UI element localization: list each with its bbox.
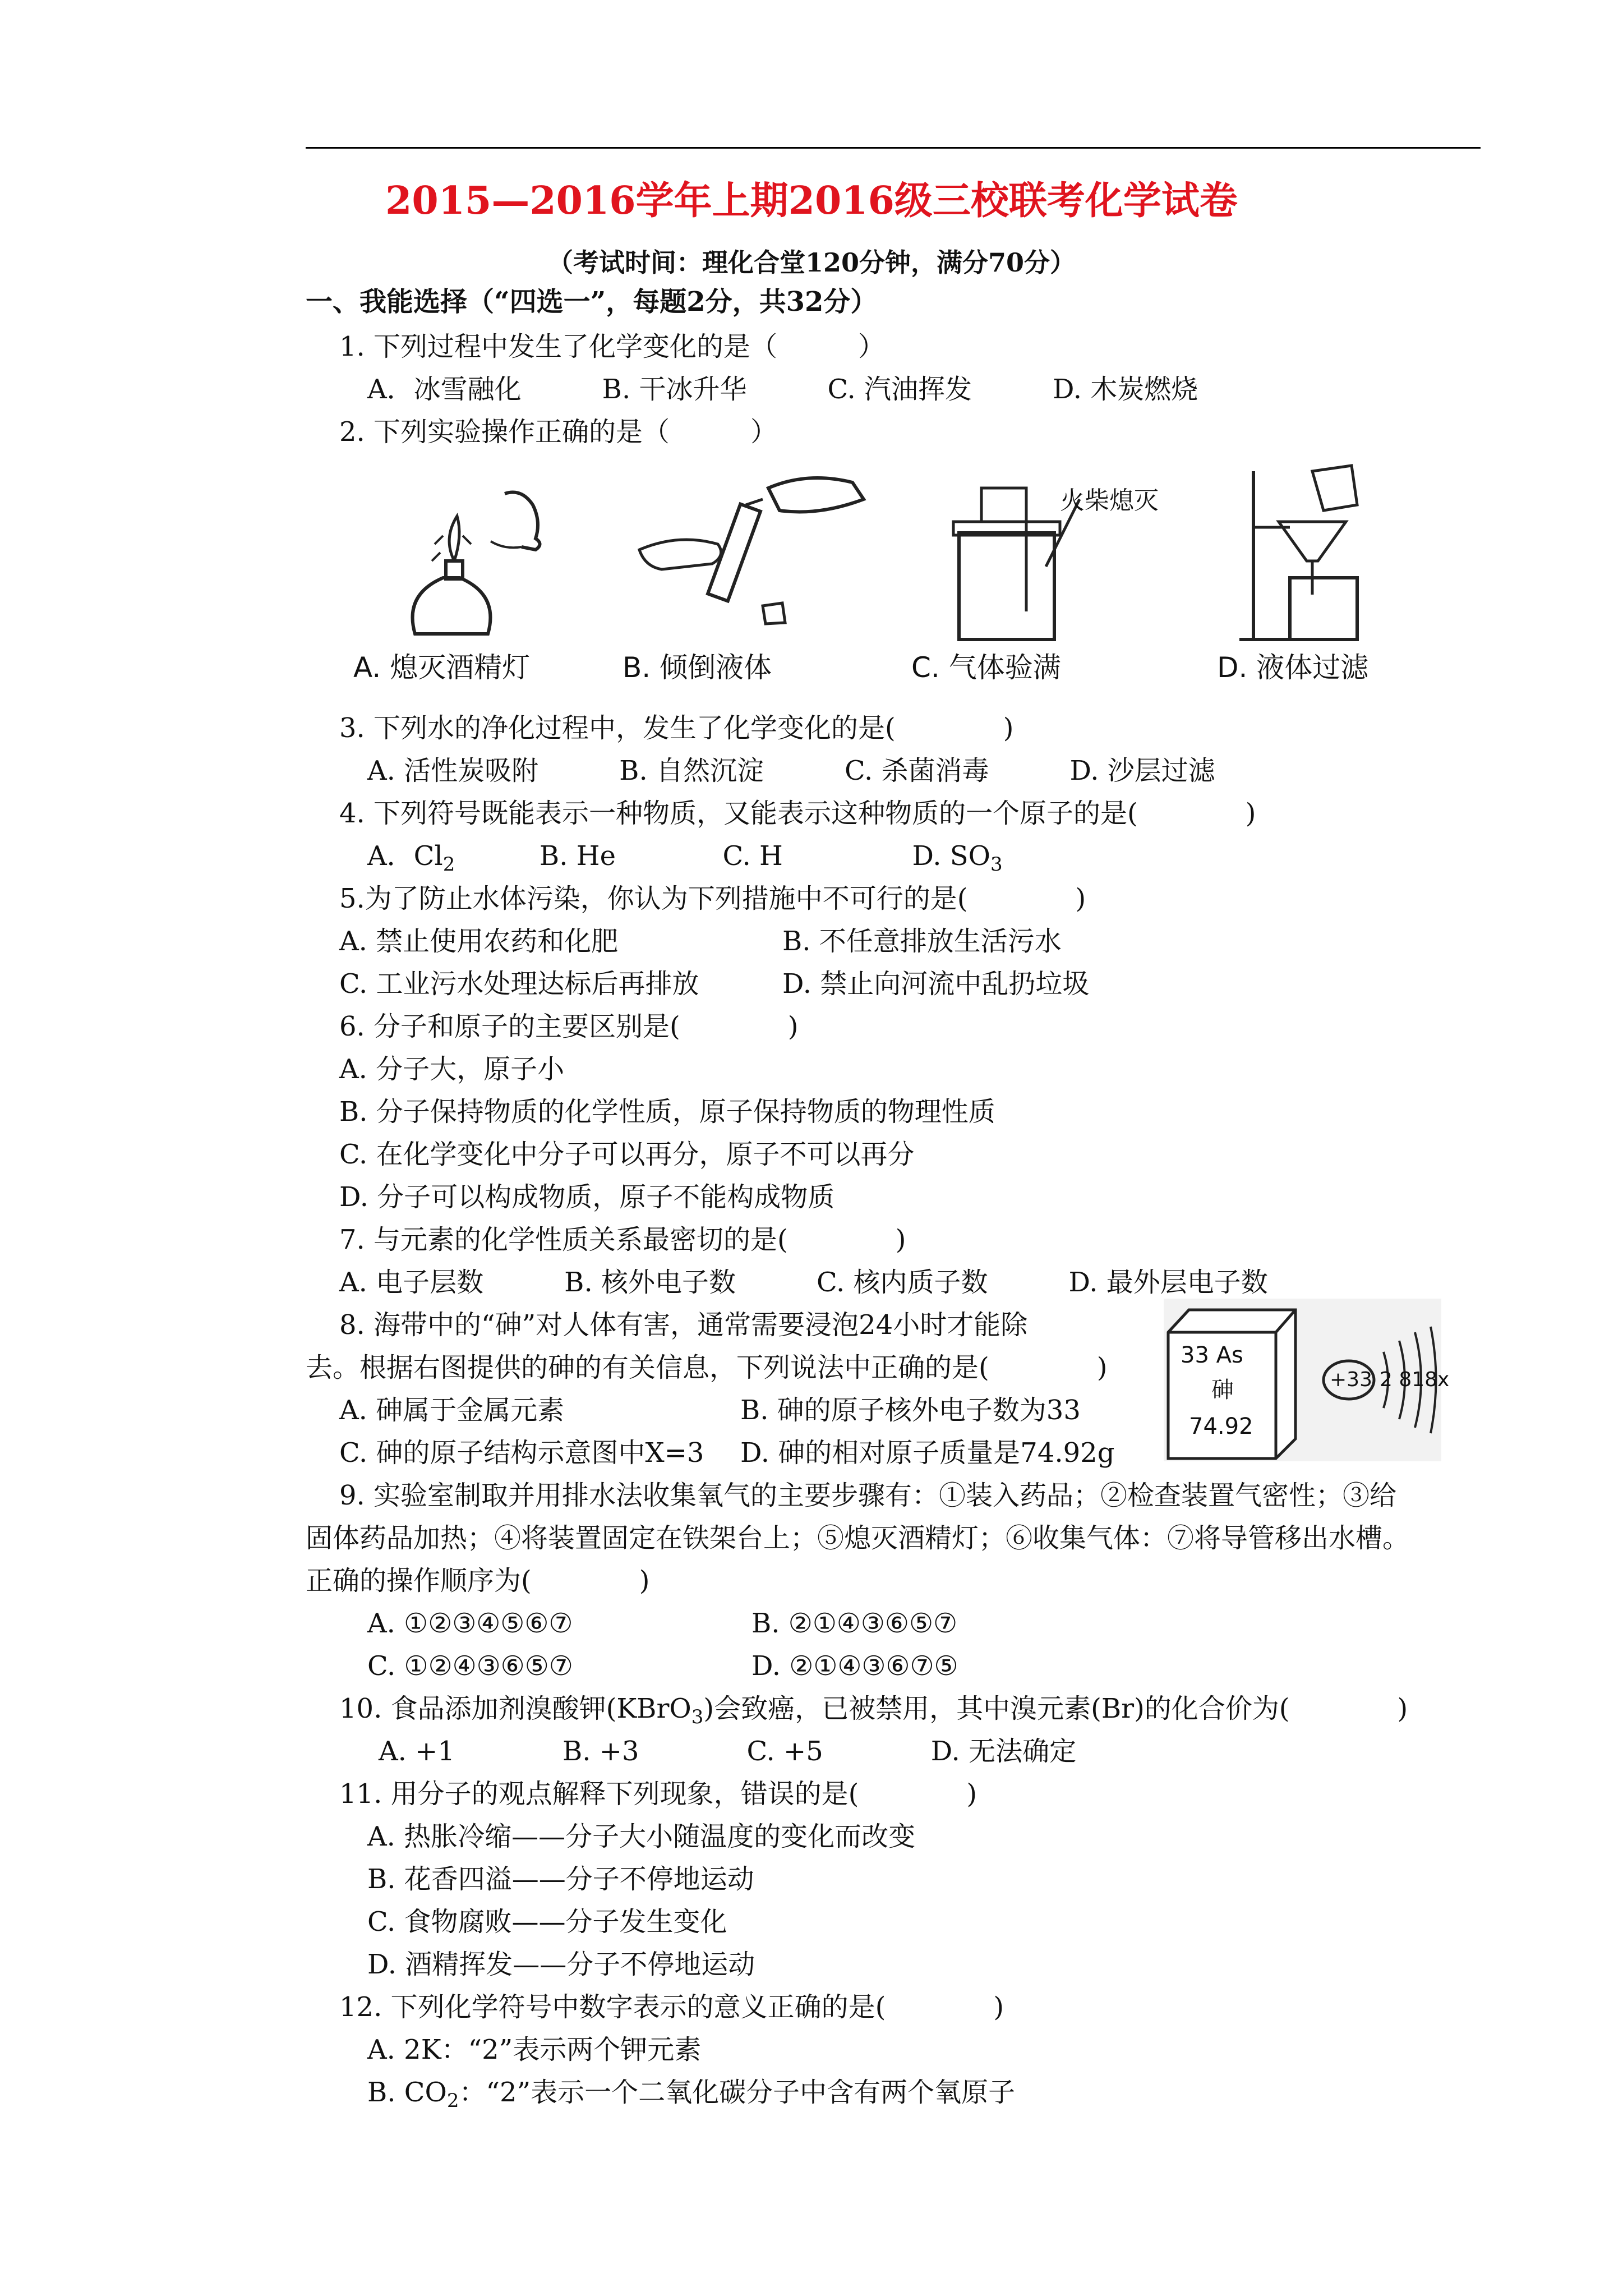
q3-stem: 3. 下列水的净化过程中，发生了化学变化的是( ) bbox=[339, 712, 1014, 744]
q4-options: A．$Cl_2$ B. He C. H D. $SO_3$ bbox=[367, 840, 1003, 876]
q9-stem-line2: 固体药品加热；④将装置固定在铁架台上；⑤熄灭酒精灯；⑥收集气体：⑦将导管移出水槽。 bbox=[306, 1522, 1410, 1554]
q8-option-b: B. 砷的原子核外电子数为33 bbox=[740, 1395, 1081, 1426]
figure-alcohol-lamp bbox=[393, 482, 572, 639]
caption-b: B. 倾倒液体 bbox=[623, 651, 772, 684]
q2-stem: 2. 下列实验操作正确的是（ ） bbox=[339, 416, 778, 448]
q4-option-c: C. H bbox=[722, 840, 783, 872]
figure-filtration bbox=[1234, 460, 1368, 645]
q6-stem: 6. 分子和原子的主要区别是( ) bbox=[339, 1011, 799, 1042]
q9-option-b: B. ②①④③⑥⑤⑦ bbox=[751, 1608, 958, 1639]
q5-option-d: D. 禁止向河流中乱扔垃圾 bbox=[782, 968, 1090, 1000]
q12-stem: 12. 下列化学符号中数字表示的意义正确的是( ) bbox=[339, 1991, 1004, 2023]
q4-stem: 4. 下列符号既能表示一种物质，又能表示这种物质的一个原子的是( ) bbox=[339, 798, 1256, 829]
q8-option-d: D. 砷的相对原子质量是74.92g bbox=[740, 1437, 1115, 1469]
figure-pour-liquid bbox=[628, 466, 880, 634]
q5-option-b: B. 不任意排放生活污水 bbox=[782, 926, 1062, 957]
q9-option-a: A. ①②③④⑤⑥⑦ bbox=[367, 1608, 573, 1639]
q6-option-c: C. 在化学变化中分子可以再分，原子不可以再分 bbox=[339, 1139, 915, 1170]
caption-a: A. 熄灭酒精灯 bbox=[353, 651, 531, 684]
section-heading: 一、我能选择（“四选一”，每题2分，共32分） bbox=[306, 286, 878, 318]
q5-option-c: C. 工业污水处理达标后再排放 bbox=[339, 968, 699, 1000]
q11-option-a: A. 热胀冷缩——分子大小随温度的变化而改变 bbox=[367, 1821, 916, 1852]
q9-option-d: D. ②①④③⑥⑦⑤ bbox=[751, 1650, 958, 1682]
q6-option-b: B. 分子保持物质的化学性质，原子保持物质的物理性质 bbox=[339, 1096, 995, 1128]
arsenic-number-symbol: 33 As bbox=[1181, 1342, 1243, 1368]
q9-stem-line1: 9. 实验室制取并用排水法收集氧气的主要步骤有：①装入药品；②检查装置气密性；③给 bbox=[339, 1480, 1397, 1511]
arsenic-figure bbox=[1164, 1299, 1450, 1461]
caption-d: D. 液体过滤 bbox=[1217, 651, 1369, 684]
q4-option-d: D. SO bbox=[912, 840, 990, 872]
q11-option-c: C. 食物腐败——分子发生变化 bbox=[367, 1906, 727, 1938]
header-rule bbox=[306, 147, 1481, 149]
q9-option-c: C. ①②④③⑥⑤⑦ bbox=[367, 1650, 573, 1682]
q11-stem: 11. 用分子的观点解释下列现象，错误的是( ) bbox=[339, 1778, 978, 1810]
arsenic-shells: 2 818x bbox=[1380, 1368, 1450, 1391]
q5-option-a: A. 禁止使用农药和化肥 bbox=[339, 926, 619, 957]
q12-option-a: A. 2K：“2”表示两个钾元素 bbox=[367, 2034, 702, 2065]
q1-options: A．冰雪融化 B. 干冰升华 C. 汽油挥发 D. 木炭燃烧 bbox=[367, 374, 1198, 405]
exam-subtitle: （考试时间：理化合堂120分钟，满分70分） bbox=[547, 247, 1076, 278]
q7-options: A. 电子层数 B. 核外电子数 C. 核内质子数 D. 最外层电子数 bbox=[339, 1267, 1268, 1298]
arsenic-mass: 74.92 bbox=[1189, 1414, 1253, 1439]
exam-title: 2015—2016学年上期2016级三校联考化学试卷 bbox=[385, 178, 1238, 223]
q1-stem: 1. 下列过程中发生了化学变化的是（ ） bbox=[339, 331, 886, 362]
callout-match-out: 火柴熄灭 bbox=[1060, 486, 1159, 515]
q10-stem: 10. 食品添加剂溴酸钾(KBrO$_3$)会致癌，已被禁用，其中溴元素(Br)的化合价为( ) bbox=[339, 1693, 1408, 1728]
arsenic-nucleus: +33 bbox=[1330, 1368, 1372, 1391]
arsenic-name: 砷 bbox=[1211, 1377, 1234, 1403]
q9-stem-line3: 正确的操作顺序为( ) bbox=[306, 1565, 650, 1596]
q11-option-b: B. 花香四溢——分子不停地运动 bbox=[367, 1864, 754, 1895]
q8-stem-line2: 去。根据右图提供的砷的有关信息，下列说法中正确的是( ) bbox=[306, 1352, 1108, 1383]
q4-option-a: A．Cl bbox=[367, 840, 443, 872]
q11-option-d: D. 酒精挥发——分子不停地运动 bbox=[367, 1949, 755, 1980]
q5-stem: 5.为了防止水体污染，你认为下列措施中不可行的是( ) bbox=[339, 883, 1086, 914]
q8-stem-line1: 8. 海带中的“砷”对人体有害，通常需要浸泡24小时才能除 bbox=[339, 1309, 1028, 1341]
q10-options: A. +1 B. +3 C. +5 D. 无法确定 bbox=[379, 1736, 1077, 1767]
q3-options: A. 活性炭吸附 B. 自然沉淀 C. 杀菌消毒 D. 沙层过滤 bbox=[367, 755, 1215, 786]
q6-option-d: D. 分子可以构成物质，原子不能构成物质 bbox=[339, 1181, 835, 1213]
q8-option-a: A. 砷属于金属元素 bbox=[339, 1395, 565, 1426]
q7-stem: 7. 与元素的化学性质关系最密切的是( ) bbox=[339, 1224, 906, 1255]
q6-option-a: A. 分子大，原子小 bbox=[339, 1053, 565, 1085]
q8-option-c: C. 砷的原子结构示意图中X=3 bbox=[339, 1437, 704, 1469]
caption-c: C. 气体验满 bbox=[911, 651, 1061, 684]
q4-option-b: B. He bbox=[539, 840, 616, 872]
q12-option-b: B. $CO_2$：“2”表示一个二氧化碳分子中含有两个氧原子 bbox=[367, 2077, 1016, 2112]
